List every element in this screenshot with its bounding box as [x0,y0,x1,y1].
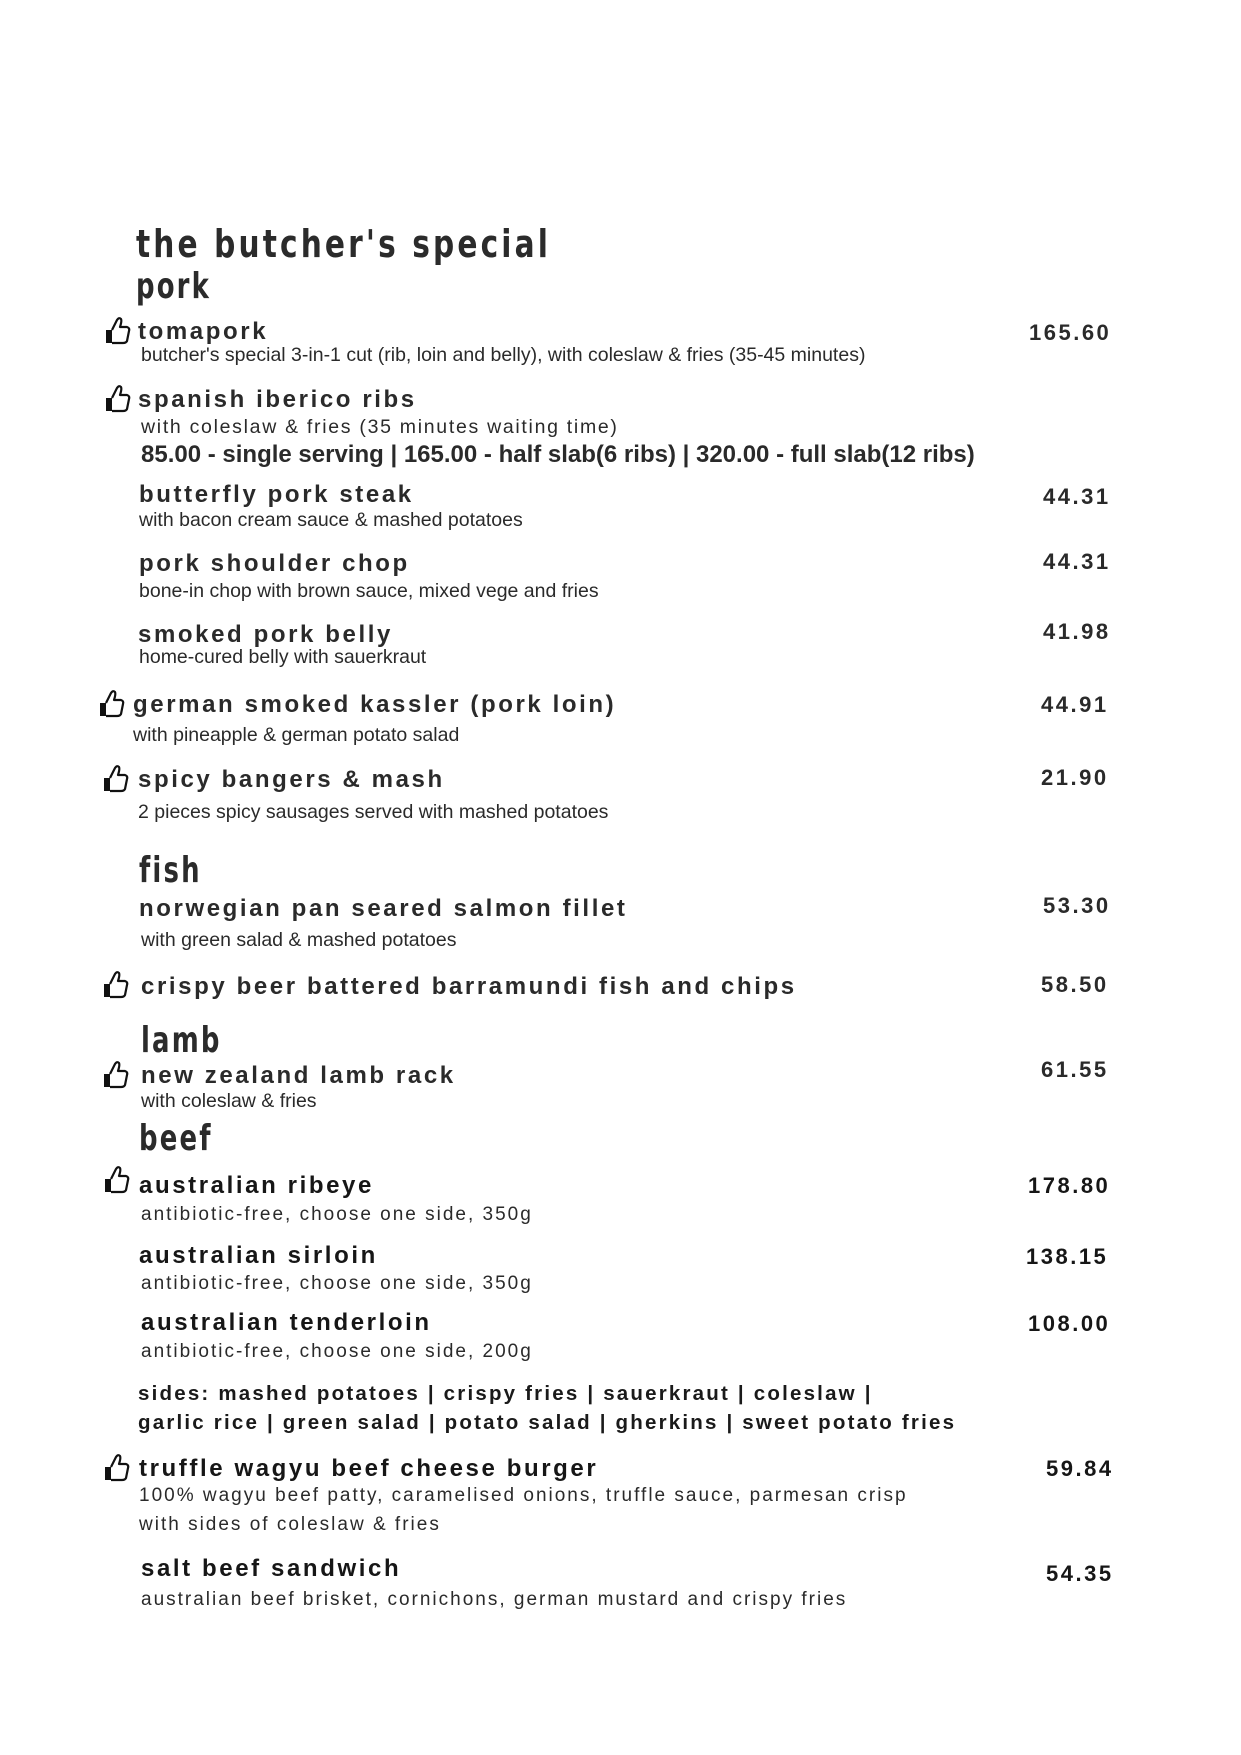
menu-item-description: antibiotic-free, choose one side, 350g [141,1204,533,1225]
menu-item-description: butcher's special 3-in-1 cut (rib, loin and belly), with coleslaw & fries (35-45 minutes) [141,344,866,366]
menu-item-name: smoked pork belly [138,621,393,648]
menu-item-description: with bacon cream sauce & mashed potatoes [139,509,523,531]
thumbs-up-icon [102,1453,130,1483]
menu-item-name: spanish iberico ribs [138,386,417,413]
thumbs-up-icon [97,689,125,719]
menu-item-description: with green salad & mashed potatoes [141,929,457,951]
menu-item-price: 61.55 [1041,1057,1109,1082]
menu-item-description-line-2: with sides of coleslaw & fries [139,1514,441,1535]
sides-list-line-2: garlic rice | green salad | potato salad | gherkins | sweet potato fries [138,1411,957,1434]
menu-item-price: 54.35 [1046,1561,1114,1586]
section-heading-beef: beef [139,1118,213,1159]
thumbs-up-icon [101,764,129,794]
menu-item-price: 165.60 [1029,320,1112,345]
menu-item-price: 178.80 [1028,1173,1111,1198]
section-heading-pork: pork [136,266,212,307]
menu-item-price: 44.91 [1041,692,1109,717]
menu-item-description: bone-in chop with brown sauce, mixed vege and fries [139,580,599,602]
menu-item-name: spicy bangers & mash [138,766,445,793]
menu-item-price-options: 85.00 - single serving | 165.00 - half slab(6 ribs) | 320.00 - full slab(12 ribs) [141,441,975,468]
menu-item-description: 2 pieces spicy sausages served with mashed potatoes [138,801,609,823]
menu-item-price: 41.98 [1043,619,1111,644]
menu-item-price: 44.31 [1043,484,1111,509]
menu-item-price: 44.31 [1043,549,1111,574]
menu-item-price: 53.30 [1043,893,1111,918]
menu-item-name: australian sirloin [139,1242,378,1269]
menu-item-name: new zealand lamb rack [141,1062,456,1089]
menu-item-price: 58.50 [1041,972,1109,997]
menu-item-name: australian tenderloin [141,1309,432,1336]
section-heading-fish: fish [139,850,202,891]
section-heading-lamb: lamb [141,1020,222,1061]
menu-item-name: norwegian pan seared salmon fillet [139,895,628,922]
menu-item-description: 100% wagyu beef patty, caramelised onions, truffle sauce, parmesan crisp [139,1485,908,1506]
menu-item-description: with pineapple & german potato salad [133,724,460,746]
menu-item-name: tomapork [138,318,269,345]
menu-item-price: 21.90 [1041,765,1109,790]
menu-item-name: german smoked kassler (pork loin) [133,691,617,718]
menu-item-name: crispy beer battered barramundi fish and chips [141,973,797,1000]
page-title: the butcher's special [136,222,551,266]
menu-item-name: truffle wagyu beef cheese burger [139,1455,599,1482]
menu-item-price: 108.00 [1028,1311,1111,1336]
menu-item-name: salt beef sandwich [141,1555,402,1582]
thumbs-up-icon [101,970,129,1000]
menu-item-name: australian ribeye [139,1172,374,1199]
thumbs-up-icon [103,316,131,346]
menu-item-description: with coleslaw & fries (35 minutes waiting time) [141,416,619,438]
menu-item-name: butterfly pork steak [139,481,414,508]
thumbs-up-icon [101,1060,129,1090]
thumbs-up-icon [102,1165,130,1195]
menu-item-description: with coleslaw & fries [141,1090,317,1112]
menu-item-description: antibiotic-free, choose one side, 350g [141,1273,533,1294]
menu-item-description: antibiotic-free, choose one side, 200g [141,1341,533,1362]
thumbs-up-icon [103,384,131,414]
menu-item-name: pork shoulder chop [139,550,410,577]
menu-item-description: australian beef brisket, cornichons, german mustard and crispy fries [141,1589,848,1610]
sides-list-line-1: sides: mashed potatoes | crispy fries | sauerkraut | coleslaw | [138,1382,873,1405]
menu-item-description: home-cured belly with sauerkraut [139,646,427,668]
menu-item-price: 59.84 [1046,1456,1114,1481]
menu-item-price: 138.15 [1026,1244,1109,1269]
